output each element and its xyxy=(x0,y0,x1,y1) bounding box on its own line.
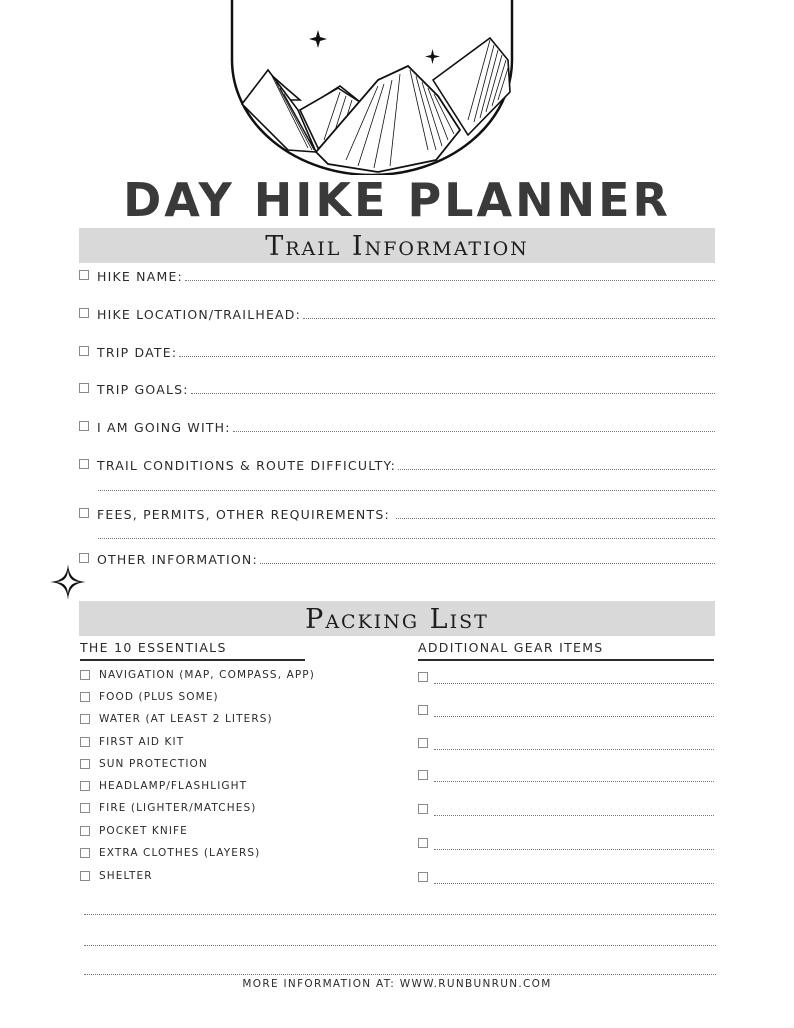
write-line[interactable] xyxy=(398,469,715,470)
essentials-heading: THE 10 ESSENTIALS xyxy=(80,640,305,661)
field-label: I AM GOING WITH: xyxy=(97,420,231,435)
write-line[interactable] xyxy=(303,318,715,319)
essential-label: SHELTER xyxy=(99,870,153,882)
field-label: HIKE LOCATION/TRAILHEAD: xyxy=(97,307,302,322)
write-line[interactable] xyxy=(434,749,714,750)
write-line[interactable] xyxy=(179,356,715,357)
checkbox-icon[interactable] xyxy=(418,872,428,882)
field-label: OTHER INFORMATION: xyxy=(97,552,258,567)
packing-list-heading: Packing List xyxy=(79,601,715,636)
hike-location-field[interactable] xyxy=(79,301,715,323)
write-line[interactable] xyxy=(434,883,714,884)
fees-permits-field[interactable] xyxy=(79,501,715,523)
hike-name-field[interactable] xyxy=(79,263,715,285)
footer-text: MORE INFORMATION AT: WWW.RUNBUNRUN.COM xyxy=(242,978,552,990)
essential-label: FIRST AID KIT xyxy=(99,736,185,748)
checkbox-icon[interactable] xyxy=(80,737,90,747)
write-line[interactable] xyxy=(98,490,715,491)
mountain-illustration xyxy=(228,0,516,175)
page-title: DAY HIKE PLANNER xyxy=(123,173,671,227)
checkbox-icon[interactable] xyxy=(80,826,90,836)
write-line[interactable] xyxy=(260,563,715,564)
notes-line[interactable] xyxy=(84,974,716,975)
write-line[interactable] xyxy=(434,815,714,816)
gear-item[interactable] xyxy=(418,702,714,718)
checkbox-icon[interactable] xyxy=(79,459,89,469)
write-line[interactable] xyxy=(434,849,714,850)
gear-item[interactable] xyxy=(418,869,714,885)
write-line[interactable] xyxy=(434,716,714,717)
trip-goals-field[interactable] xyxy=(79,376,715,398)
checkbox-icon[interactable] xyxy=(79,553,89,563)
essential-label: FIRE (LIGHTER/MATCHES) xyxy=(99,802,257,814)
essential-label: POCKET KNIFE xyxy=(99,825,188,837)
essential-item[interactable] xyxy=(80,823,188,839)
gear-heading: ADDITIONAL GEAR ITEMS xyxy=(418,640,714,661)
checkbox-icon[interactable] xyxy=(418,738,428,748)
essential-label: SUN PROTECTION xyxy=(99,758,208,770)
essential-label: HEADLAMP/FLASHLIGHT xyxy=(99,780,248,792)
essential-item[interactable] xyxy=(80,778,247,794)
checkbox-icon[interactable] xyxy=(418,804,428,814)
essential-item[interactable] xyxy=(80,845,260,861)
gear-item[interactable] xyxy=(418,669,714,685)
checkbox-icon[interactable] xyxy=(418,672,428,682)
checkbox-icon[interactable] xyxy=(80,759,90,769)
write-line[interactable] xyxy=(434,683,714,684)
field-label: TRAIL CONDITIONS & ROUTE DIFFICULTY: xyxy=(97,458,397,473)
write-line[interactable] xyxy=(185,280,715,281)
essential-label: FOOD (PLUS SOME) xyxy=(99,691,219,703)
checkbox-icon[interactable] xyxy=(80,692,90,702)
write-line[interactable] xyxy=(98,538,715,539)
write-line[interactable] xyxy=(233,431,715,432)
essential-item[interactable] xyxy=(80,689,219,705)
essential-item[interactable] xyxy=(80,756,208,772)
checkbox-icon[interactable] xyxy=(418,705,428,715)
checkbox-icon[interactable] xyxy=(418,770,428,780)
sparkle-icon xyxy=(50,564,86,600)
write-line[interactable] xyxy=(191,393,715,394)
notes-line[interactable] xyxy=(84,945,716,946)
going-with-field[interactable] xyxy=(79,414,715,436)
essential-item[interactable] xyxy=(80,667,315,683)
gear-item[interactable] xyxy=(418,801,714,817)
essential-label: WATER (AT LEAST 2 LITERS) xyxy=(99,713,273,725)
essential-label: EXTRA CLOTHES (LAYERS) xyxy=(99,847,261,859)
trip-date-field[interactable] xyxy=(79,339,715,361)
checkbox-icon[interactable] xyxy=(79,346,89,356)
checkbox-icon[interactable] xyxy=(80,871,90,881)
checkbox-icon[interactable] xyxy=(80,714,90,724)
field-label: FEES, PERMITS, OTHER REQUIREMENTS: xyxy=(97,507,390,522)
write-line[interactable] xyxy=(396,518,715,519)
checkbox-icon[interactable] xyxy=(79,421,89,431)
trail-conditions-field[interactable] xyxy=(79,452,715,474)
write-line[interactable] xyxy=(434,781,714,782)
checkbox-icon[interactable] xyxy=(80,848,90,858)
checkbox-icon[interactable] xyxy=(80,781,90,791)
checkbox-icon[interactable] xyxy=(80,803,90,813)
field-label: HIKE NAME: xyxy=(97,269,183,284)
checkbox-icon[interactable] xyxy=(418,838,428,848)
field-label: TRIP GOALS: xyxy=(97,382,189,397)
trail-information-heading: Trail Information xyxy=(79,228,715,263)
gear-item[interactable] xyxy=(418,835,714,851)
checkbox-icon[interactable] xyxy=(79,508,89,518)
other-information-field[interactable] xyxy=(79,546,715,568)
checkbox-icon[interactable] xyxy=(79,270,89,280)
gear-item[interactable] xyxy=(418,735,714,751)
essential-item[interactable] xyxy=(80,868,153,884)
essential-item[interactable] xyxy=(80,734,184,750)
checkbox-icon[interactable] xyxy=(79,383,89,393)
essential-item[interactable] xyxy=(80,800,256,816)
essential-item[interactable] xyxy=(80,711,273,727)
star-icon xyxy=(309,30,327,48)
checkbox-icon[interactable] xyxy=(80,670,90,680)
gear-item[interactable] xyxy=(418,767,714,783)
field-label: TRIP DATE: xyxy=(97,345,178,360)
star-icon xyxy=(425,49,440,64)
checkbox-icon[interactable] xyxy=(79,308,89,318)
notes-line[interactable] xyxy=(84,914,716,915)
essential-label: NAVIGATION (MAP, COMPASS, APP) xyxy=(99,669,315,681)
